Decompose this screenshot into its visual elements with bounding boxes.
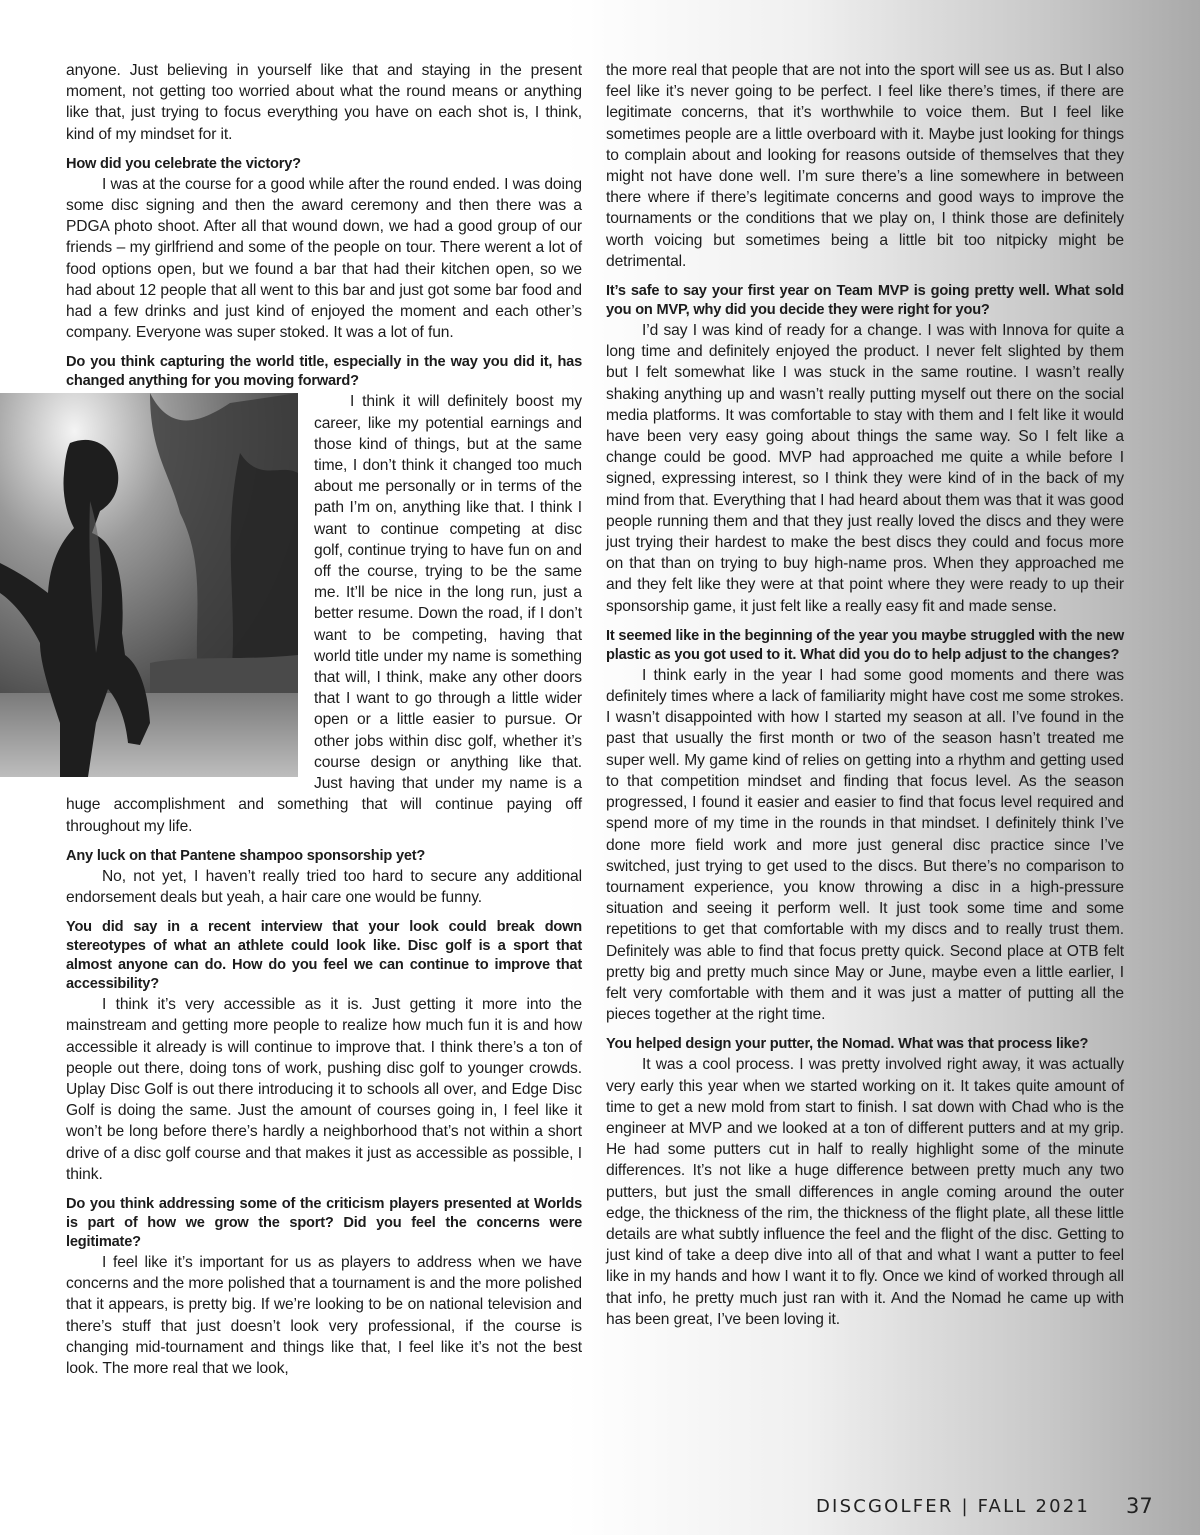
left-column — [66, 60, 582, 1379]
player-photo — [0, 393, 298, 777]
interview-question: How did you celebrate the victory? — [66, 155, 301, 172]
interview-answer: No, not yet, I haven’t really tried too hard to secure any additional endorsement deals but yeah, a hair care one would be funny. — [66, 867, 582, 906]
paragraph: the more real that people that are not into the sport will see us as. But I also feel like it’s never going to be perfect. I feel like there’s times, if there are legitimate concerns, that it’s worthwhile to voice them. But I feel like sometimes people are a little overboard with it. Maybe just looking for things to complain about and looking for reasons outside of themselves that they might not have done well. I’m sure there’s a line somewhere in between there where if there’s legitimate concerns and good ways to improve the tournaments or the conditions that we play on, I think those are definitely worth voicing but sometimes being a little bit too nitpicky might be detrimental. — [606, 62, 1124, 270]
interview-answer: I feel like it’s important for us as players to address when we have concerns and the more polished that a tournament is and the more polished that it appears, is pretty big. If we’re looking to be on national television and there’s stuff that just doesn’t look very professional, if the course is changing mid-tournament and things like that, I feel like it’s not the best look. The more real that we look, — [66, 1253, 582, 1377]
interview-answer: I think it’s very accessible as it is. Just getting it more into the mainstream and getting more people to realize how much fun it is and how accessible it already is will continue to improve that. I think there’s a ton of people out there, doing tons of work, pushing disc golf to younger crowds. Uplay Disc Golf is out there introducing it to schools all over, and Edge Disc Golf is doing the same. Just the amount of courses going in, I feel like it won’t be long before there’s hardly a neighborhood that’s not within a short drive of a disc golf course and that makes it just as accessible as possible, I think. — [66, 996, 582, 1183]
interview-answer: I think it will definitely boost my career, like my potential earnings and those kind of things, but at the same time, I don’t think it changed too much about me personally or in terms of the path I’m on, anything like that. I think I want to continue competing at disc golf, continue trying to have fun on and off the course, trying to be the same me. It’ll be nice in the long run, just a better resume. Down the road, if I don’t want to be competing, having that world title under my name is something that will, I think, make any other doors that I want to go through a little wider open or a little easier to pursue. Or other jobs within disc golf, whether it’s course design or anything like that. Just having that under my name is a huge accomplishment and something that will continue paying off throughout my life. — [66, 393, 582, 835]
interview-question: You did say in a recent interview that your look could break down stereotypes of what an athlete could look like. Disc golf is a sport that almost anyone can do. How do you feel we can continue to improve that accessibility? — [66, 919, 582, 993]
interview-answer: I was at the course for a good while after the round ended. I was doing some disc signing and then the award ceremony and then there was a PDGA photo shoot. After all that wound down, we had a good group of our friends – my girlfriend and some of the people on tour. There werent a lot of food options open, but we found a bar that had their kitchen open, so we had about 12 people that all went to this bar and just got some bar food and had a few drinks and just kind of enjoyed the moment and each other’s company. Everyone was super stoked. It was a lot of fun. — [66, 175, 582, 342]
page-number: 37 — [1126, 1494, 1153, 1518]
interview-question: Do you think addressing some of the criticism players presented at Worlds is part of how we grow the sport? Did you feel the concerns were legitimate? — [66, 1195, 582, 1250]
right-column — [606, 60, 1124, 1330]
interview-question: It’s safe to say your first year on Team MVP is going pretty well. What sold you on MVP, why did you decide they were right for you? — [606, 283, 1124, 319]
interview-question: Any luck on that Pantene shampoo sponsorship yet? — [66, 847, 426, 864]
interview-answer: I’d say I was kind of ready for a change. I was with Innova for quite a long time and definitely enjoyed the product. I never felt slighted by them but I felt somewhat like I was stuck in the same routine. I wasn’t really shaking anything up and wasn’t really putting myself out there on the social media platforms. It was comfortable to stay with them and I felt like it would have been very easy going about things the same way. So I felt like a change could be good. MVP had approached me quite a while before I signed, expressing interest, so I think they were kind of in the back of my mind from that. Everything that I had heard about them was that it was good people running them and that they just really loved the discs and they were just trying their hardest to make the best discs they could and focus more on that than on trying to buy high-name pros. When they approached me and they felt like they were at that point where they were ready to up their sponsorship game, it just felt like a really easy fit and made sense. — [606, 322, 1124, 615]
paragraph: anyone. Just believing in yourself like that and staying in the present moment, not getting too worried about what the round means or anything like that, just trying to focus everything you have on each shot is, I think, kind of my mindset for it. — [66, 62, 582, 143]
interview-answer: It was a cool process. I was pretty involved right away, it was actually very early this year when we started working on it. It takes quite amount of time to get a new mold from start to finish. I sat down with Chad who is the engineer at MVP and we looked at a ton of different putters and at my grip. He had some putters cut in half to really highlight some of the minute differences. It’s not like a huge difference between pretty much any two putters, but just the small differences in angle coming around the outer edge, the thickness of the rim, the thickness of the flight plate, all these little details are what subtly influence the feel and the flight of the disc. Getting to just kind of take a deep dive into all of that and what I want a putter to feel like in my hands and how I want it to fly. Once we kind of worked through all that info, he pretty much just ran with it. And the Nomad he came up with has been great, I’ve been loving it. — [606, 1056, 1124, 1328]
interview-answer: I think early in the year I had some good moments and there was definitely times where a lack of familiarity might have cost me some strokes. I wasn’t disappointed with how I started my season at all. I’ve found in the past that usually the first month or two of the season hasn’t treated me super well. My game kind of relies on getting into a rhythm and getting used to that competition mindset and finding that focus level. As the season progressed, I found it easier and easier to find that focus level required and spend more of my time in the rounds in that mindset. I definitely think I’ve done more field work and more just general disc practice since I’ve switched, just trying to get used to the discs. But there’s no comparison to tournament experience, you know throwing a disc in a high-pressure situation and seeing it perform well. It just took some time and some repetitions to get that comfortable with my discs and to really trust them. Definitely was able to find that focus pretty quick. Second place at OTB felt pretty big and pretty much since May or June, maybe even a little earlier, I felt very comfortable with them and it was just a matter of putting all the pieces together at the right time. — [606, 666, 1124, 1024]
publication-footer: DISCGOLFER | FALL 2021 — [816, 1496, 1091, 1517]
interview-question: You helped design your putter, the Nomad. What was that process like? — [606, 1036, 1089, 1053]
interview-question: It seemed like in the beginning of the year you maybe struggled with the new plastic as you got used to it. What did you do to help adjust to the changes? — [606, 627, 1124, 663]
interview-question: Do you think capturing the world title, especially in the way you did it, has changed anything for you moving forward? — [66, 354, 582, 390]
